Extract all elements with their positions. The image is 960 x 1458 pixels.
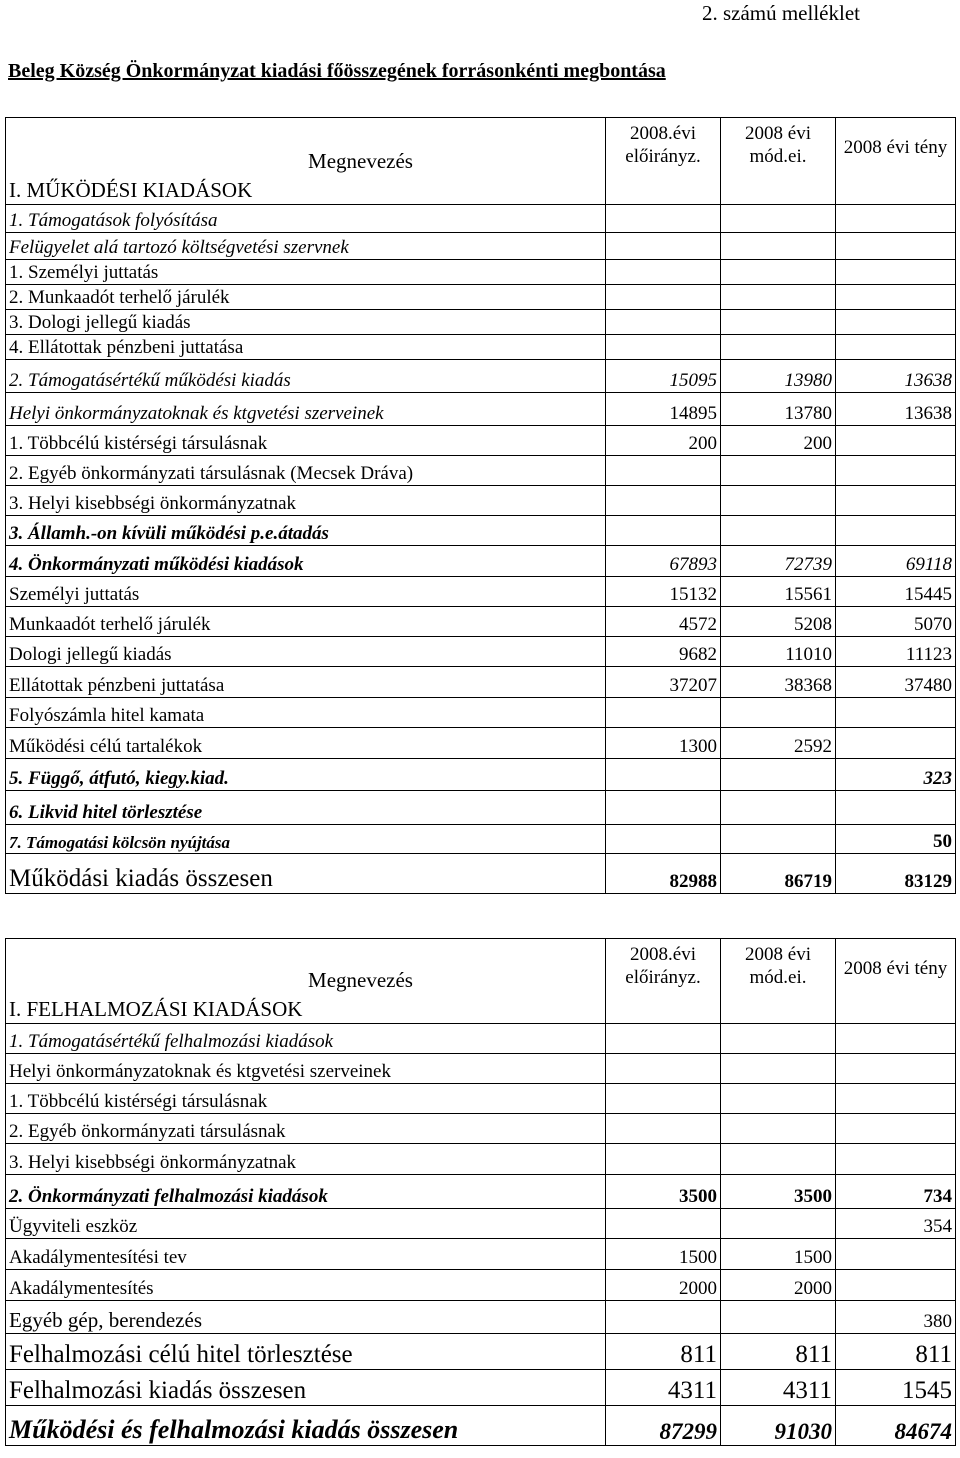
cell-modified: 3500 <box>721 1175 836 1209</box>
cell-actual <box>836 1084 956 1114</box>
cell-modified: 72739 <box>721 546 836 577</box>
cell-modified <box>721 1301 836 1334</box>
cell-modified: 2000 <box>721 1270 836 1301</box>
cell-plan <box>606 1024 721 1054</box>
section-title-operating: I. MŰKÖDÉSI KIADÁSOK <box>9 178 253 202</box>
cell-modified <box>721 791 836 825</box>
table-row <box>6 825 956 854</box>
table-row <box>6 607 956 637</box>
cell-actual <box>836 791 956 825</box>
cell-modified: 5208 <box>721 607 836 637</box>
row-label: Helyi önkormányzatoknak és ktgvetési szerveinek <box>6 393 606 426</box>
row-label: 1. Támogatásértékű felhalmozási kiadások <box>6 1024 606 1054</box>
cell-plan: 3500 <box>606 1175 721 1209</box>
cell-actual: 83129 <box>836 854 956 894</box>
row-label: Munkaadót terhelő járulék <box>6 607 606 637</box>
table-row <box>6 577 956 607</box>
cell-modified: 4311 <box>721 1370 836 1406</box>
cell-actual <box>836 426 956 456</box>
cell-plan: 67893 <box>606 546 721 577</box>
cell-plan <box>606 233 721 260</box>
cell-actual: 37480 <box>836 667 956 698</box>
cell-modified <box>721 1054 836 1084</box>
cell-modified <box>721 335 836 360</box>
column-header-name: Megnevezés <box>308 968 413 992</box>
cell-actual <box>836 1024 956 1054</box>
row-label: Akadálymentesítés <box>6 1270 606 1301</box>
cell-plan: 82988 <box>606 854 721 894</box>
cell-modified: 11010 <box>721 637 836 667</box>
cell-modified <box>721 1024 836 1054</box>
cell-modified: 15561 <box>721 577 836 607</box>
table-row <box>6 637 956 667</box>
cell-actual <box>836 1144 956 1175</box>
cell-actual: 13638 <box>836 393 956 426</box>
cell-modified: 38368 <box>721 667 836 698</box>
section-title-capital: I. FELHALMOZÁSI KIADÁSOK <box>9 997 303 1021</box>
cell-plan <box>606 1144 721 1175</box>
table-row <box>6 260 956 285</box>
row-label: Folyószámla hitel kamata <box>6 698 606 728</box>
cell-actual: 69118 <box>836 546 956 577</box>
row-label: 1. Többcélú kistérségi társulásnak <box>6 426 606 456</box>
row-label: 2. Munkaadót terhelő járulék <box>6 285 606 310</box>
cell-plan: 4572 <box>606 607 721 637</box>
cell-actual <box>836 486 956 516</box>
cell-actual: 1545 <box>836 1370 956 1406</box>
row-label: Dologi jellegű kiadás <box>6 637 606 667</box>
cell-actual: 5070 <box>836 607 956 637</box>
cell-plan <box>606 1054 721 1084</box>
row-label: 3. Helyi kisebbségi önkormányzatnak <box>6 1144 606 1175</box>
row-label: 2. Önkormányzati felhalmozási kiadások <box>6 1175 606 1209</box>
header-name-cell <box>6 118 606 205</box>
table-row <box>6 285 956 310</box>
cell-plan <box>606 1209 721 1239</box>
column-header-modified: 2008 évi mód.ei. <box>721 939 836 1024</box>
cell-modified <box>721 1114 836 1144</box>
table-row <box>6 728 956 759</box>
cell-modified <box>721 205 836 233</box>
cell-actual: 11123 <box>836 637 956 667</box>
cell-plan <box>606 791 721 825</box>
row-label: 3. Államh.-on kívüli működési p.e.átadás <box>6 516 606 546</box>
row-label: Ellátottak pénzbeni juttatása <box>6 667 606 698</box>
row-label: Felhalmozási célú hitel törlesztése <box>6 1334 606 1370</box>
table-row <box>6 1144 956 1175</box>
cell-plan: 87299 <box>606 1406 721 1446</box>
cell-actual: 354 <box>836 1209 956 1239</box>
table-row <box>6 1334 956 1370</box>
cell-modified <box>721 1144 836 1175</box>
table-row <box>6 1209 956 1239</box>
row-label: Akadálymentesítési tev <box>6 1239 606 1270</box>
table-row-grand-total <box>6 1406 956 1446</box>
cell-modified: 811 <box>721 1334 836 1370</box>
row-label: 7. Támogatási kölcsön nyújtása <box>6 825 606 854</box>
cell-modified <box>721 1084 836 1114</box>
cell-actual <box>836 205 956 233</box>
cell-plan <box>606 759 721 791</box>
cell-plan <box>606 825 721 854</box>
cell-plan: 2000 <box>606 1270 721 1301</box>
cell-modified <box>721 310 836 335</box>
row-label: 1. Támogatások folyósítása <box>6 205 606 233</box>
table-row-total <box>6 854 956 894</box>
cell-actual: 15445 <box>836 577 956 607</box>
row-label: Helyi önkormányzatoknak és ktgvetési szerveinek <box>6 1054 606 1084</box>
cell-modified: 91030 <box>721 1406 836 1446</box>
cell-actual <box>836 1114 956 1144</box>
table-row-total <box>6 1370 956 1406</box>
row-label: 6. Likvid hitel törlesztése <box>6 791 606 825</box>
cell-actual: 811 <box>836 1334 956 1370</box>
row-label: 2. Támogatásértékű működési kiadás <box>6 360 606 393</box>
row-label: 2. Egyéb önkormányzati társulásnak <box>6 1114 606 1144</box>
cell-plan <box>606 486 721 516</box>
column-header-actual: 2008 évi tény <box>836 939 956 1024</box>
cell-plan <box>606 260 721 285</box>
cell-plan <box>606 1084 721 1114</box>
column-header-modified: 2008 évi mód.ei. <box>721 118 836 205</box>
cell-plan: 37207 <box>606 667 721 698</box>
row-label: Személyi juttatás <box>6 577 606 607</box>
column-header-name: Megnevezés <box>308 149 413 173</box>
table-row <box>6 1114 956 1144</box>
row-label: Működési és felhalmozási kiadás összesen <box>6 1406 606 1446</box>
table-row <box>6 456 956 486</box>
cell-plan: 9682 <box>606 637 721 667</box>
cell-modified <box>721 698 836 728</box>
row-label: Működési célú tartalékok <box>6 728 606 759</box>
cell-actual <box>836 728 956 759</box>
table-row <box>6 1239 956 1270</box>
cell-plan <box>606 205 721 233</box>
table-row <box>6 393 956 426</box>
row-label: 4. Ellátottak pénzbeni juttatása <box>6 335 606 360</box>
cell-modified <box>721 1209 836 1239</box>
cell-plan: 15132 <box>606 577 721 607</box>
row-label: 4. Önkormányzati működési kiadások <box>6 546 606 577</box>
table-row <box>6 486 956 516</box>
cell-plan: 1300 <box>606 728 721 759</box>
table-header <box>6 939 956 1024</box>
row-label: Felhalmozási kiadás összesen <box>6 1370 606 1406</box>
row-label: 1. Személyi juttatás <box>6 260 606 285</box>
table-row <box>6 233 956 260</box>
cell-modified <box>721 825 836 854</box>
cell-modified <box>721 516 836 546</box>
cell-plan: 4311 <box>606 1370 721 1406</box>
table-row <box>6 1270 956 1301</box>
table-row <box>6 1054 956 1084</box>
row-label: 3. Helyi kisebbségi önkormányzatnak <box>6 486 606 516</box>
cell-plan: 811 <box>606 1334 721 1370</box>
row-label: Működási kiadás összesen <box>6 854 606 894</box>
cell-plan <box>606 335 721 360</box>
cell-plan <box>606 285 721 310</box>
cell-actual: 50 <box>836 825 956 854</box>
table-row <box>6 667 956 698</box>
annex-label: 2. számú melléklet <box>701 1 860 25</box>
cell-actual: 84674 <box>836 1406 956 1446</box>
cell-actual: 734 <box>836 1175 956 1209</box>
table-row <box>6 791 956 825</box>
row-label: Felügyelet alá tartozó költségvetési szervnek <box>6 233 606 260</box>
cell-actual <box>836 456 956 486</box>
cell-modified <box>721 260 836 285</box>
cell-actual <box>836 1054 956 1084</box>
cell-modified: 1500 <box>721 1239 836 1270</box>
cell-modified <box>721 456 836 486</box>
cell-plan <box>606 516 721 546</box>
table-row <box>6 546 956 577</box>
table-row <box>6 698 956 728</box>
row-label: 3. Dologi jellegű kiadás <box>6 310 606 335</box>
cell-actual <box>836 335 956 360</box>
table-row <box>6 1084 956 1114</box>
cell-modified <box>721 285 836 310</box>
cell-actual <box>836 233 956 260</box>
table-row <box>6 360 956 393</box>
operating-expenses-table <box>5 117 956 894</box>
cell-plan <box>606 456 721 486</box>
cell-modified <box>721 233 836 260</box>
cell-plan <box>606 310 721 335</box>
cell-plan: 200 <box>606 426 721 456</box>
cell-modified <box>721 486 836 516</box>
cell-modified: 86719 <box>721 854 836 894</box>
cell-modified: 13980 <box>721 360 836 393</box>
capital-expenses-table <box>5 938 956 1446</box>
table-header <box>6 118 956 205</box>
cell-actual: 380 <box>836 1301 956 1334</box>
cell-actual <box>836 698 956 728</box>
column-header-plan: 2008.évi előirányz. <box>606 939 721 1024</box>
table-row <box>6 1024 956 1054</box>
cell-plan: 1500 <box>606 1239 721 1270</box>
cell-actual <box>836 285 956 310</box>
cell-plan <box>606 1301 721 1334</box>
cell-modified: 200 <box>721 426 836 456</box>
cell-actual: 323 <box>836 759 956 791</box>
table-row <box>6 310 956 335</box>
row-label: 1. Többcélú kistérségi társulásnak <box>6 1084 606 1114</box>
row-label: Ügyviteli eszköz <box>6 1209 606 1239</box>
cell-plan: 15095 <box>606 360 721 393</box>
row-label: Egyéb gép, berendezés <box>6 1301 606 1334</box>
cell-actual: 13638 <box>836 360 956 393</box>
row-label: 2. Egyéb önkormányzati társulásnak (Mecsek Dráva) <box>6 456 606 486</box>
cell-modified: 2592 <box>721 728 836 759</box>
cell-modified <box>721 759 836 791</box>
cell-actual <box>836 260 956 285</box>
table-row <box>6 335 956 360</box>
cell-plan <box>606 698 721 728</box>
cell-actual <box>836 516 956 546</box>
cell-actual <box>836 1239 956 1270</box>
table-row <box>6 1175 956 1209</box>
table-row <box>6 759 956 791</box>
document-title: Beleg Község Önkormányzat kiadási főösszegének forrásonkénti megbontása <box>8 60 666 82</box>
cell-modified: 13780 <box>721 393 836 426</box>
header-name-cell <box>6 939 606 1024</box>
column-header-actual: 2008 évi tény <box>836 118 956 205</box>
table-row <box>6 1301 956 1334</box>
table-row <box>6 205 956 233</box>
cell-plan: 14895 <box>606 393 721 426</box>
table-row <box>6 426 956 456</box>
cell-actual <box>836 310 956 335</box>
column-header-plan: 2008.évi előirányz. <box>606 118 721 205</box>
cell-plan <box>606 1114 721 1144</box>
cell-actual <box>836 1270 956 1301</box>
row-label: 5. Függő, átfutó, kiegy.kiad. <box>6 759 606 791</box>
table-row <box>6 516 956 546</box>
